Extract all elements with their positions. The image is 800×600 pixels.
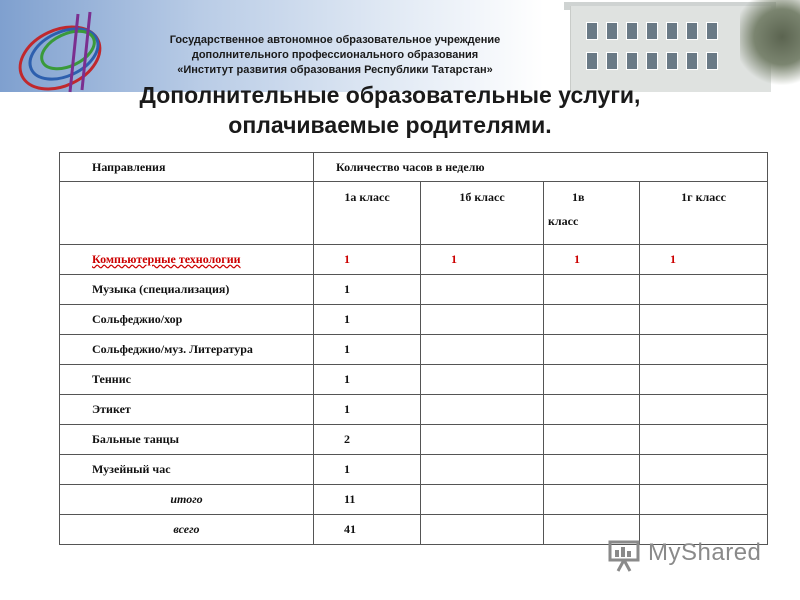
total-row	[60, 485, 768, 515]
row-value: 1	[314, 395, 421, 425]
myshared-watermark[interactable]	[606, 535, 776, 575]
row-value: 1	[544, 245, 640, 275]
header-class-1a: 1а класс	[314, 182, 421, 245]
title-line-1: Дополнительные образовательные услуги,	[139, 82, 641, 108]
org-line-2: дополнительного профессионального образования	[191, 49, 479, 61]
row-value	[544, 305, 640, 335]
table-row	[60, 275, 768, 305]
row-value	[640, 335, 768, 365]
services-table	[59, 152, 768, 545]
building-photo	[548, 0, 800, 92]
row-value	[421, 335, 544, 365]
row-name: Сольфеджио/муз. Литература	[60, 335, 314, 365]
all-value: 41	[314, 515, 421, 545]
row-value	[421, 455, 544, 485]
header-class-1v-number: 1в	[572, 190, 585, 204]
presentation-board-icon	[606, 537, 642, 573]
table-row	[60, 335, 768, 365]
table-row	[60, 365, 768, 395]
row-value	[421, 305, 544, 335]
row-value	[640, 425, 768, 455]
row-name: Сольфеджио/хор	[60, 305, 314, 335]
total-label: итого	[60, 485, 314, 515]
row-value	[640, 275, 768, 305]
row-value	[640, 365, 768, 395]
row-name: Бальные танцы	[60, 425, 314, 455]
header-class-1g: 1г класс	[640, 182, 768, 245]
header-hours-per-week: Количество часов в неделю	[314, 153, 768, 182]
row-value: 1	[314, 455, 421, 485]
row-value	[544, 365, 640, 395]
row-value: 1	[314, 365, 421, 395]
row-value: 1	[640, 245, 768, 275]
table-row	[60, 455, 768, 485]
organization-name	[130, 33, 540, 78]
row-value	[640, 455, 768, 485]
table-row	[60, 245, 768, 275]
header-class-1b: 1б класс	[421, 182, 544, 245]
row-name: Музыка (специализация)	[60, 275, 314, 305]
row-value	[640, 395, 768, 425]
row-value: 1	[314, 335, 421, 365]
all-label: всего	[60, 515, 314, 545]
row-value	[544, 275, 640, 305]
header-empty-cell	[60, 182, 314, 245]
page-title	[70, 80, 710, 140]
row-value: 2	[314, 425, 421, 455]
total-value: 11	[314, 485, 421, 515]
row-value	[544, 335, 640, 365]
row-value: 1	[314, 305, 421, 335]
table-class-header-row	[60, 182, 768, 245]
row-value	[421, 395, 544, 425]
row-value	[421, 365, 544, 395]
row-name: Музейный час	[60, 455, 314, 485]
row-value: 1	[421, 245, 544, 275]
row-value	[544, 455, 640, 485]
title-line-2: оплачиваемые родителями.	[228, 112, 552, 138]
table-row	[60, 395, 768, 425]
row-name: Теннис	[60, 365, 314, 395]
table-row	[60, 305, 768, 335]
row-value	[640, 305, 768, 335]
header-class-1v	[544, 182, 640, 245]
row-value: 1	[314, 245, 421, 275]
row-value	[544, 395, 640, 425]
watermark-text: MyShared	[648, 539, 762, 566]
row-value: 1	[314, 275, 421, 305]
table-header-row	[60, 153, 768, 182]
header-directions: Направления	[60, 153, 314, 182]
row-name: Компьютерные технологии	[60, 245, 314, 275]
table-row	[60, 425, 768, 455]
row-value	[421, 425, 544, 455]
org-line-3: «Институт развития образования Республики Татарстан»	[177, 64, 493, 76]
org-line-1: Государственное автономное образовательное учреждение	[169, 34, 501, 46]
row-value	[421, 275, 544, 305]
row-name: Этикет	[60, 395, 314, 425]
row-value	[544, 425, 640, 455]
header-class-1v-word: класс	[548, 214, 579, 228]
